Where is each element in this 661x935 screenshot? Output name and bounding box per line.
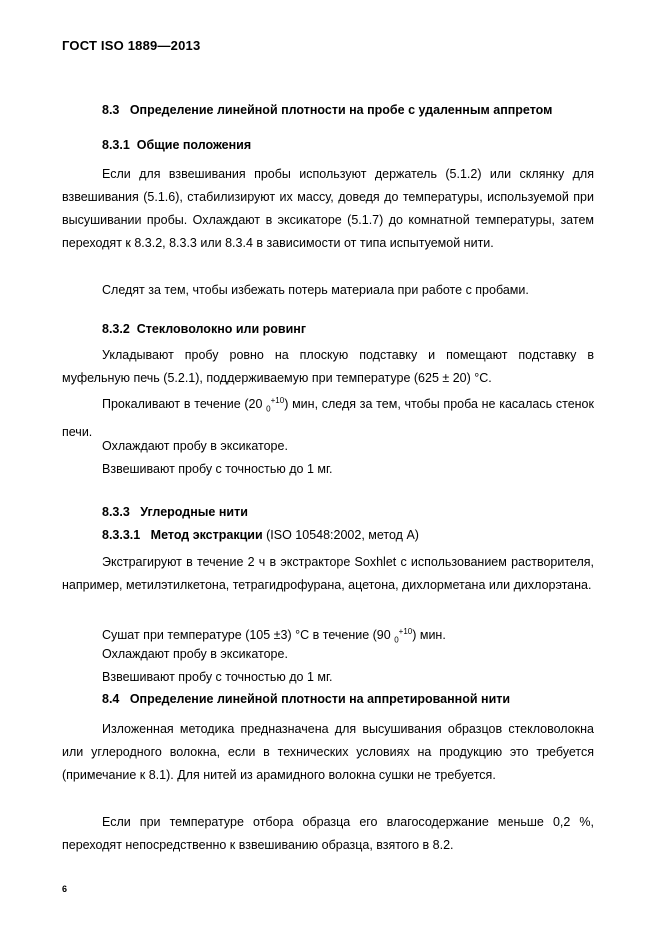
paragraph: Взвешивают пробу с точностью до 1 мг. — [102, 670, 333, 684]
paragraph: Укладывают пробу ровно на плоскую подставку и помещают подставку в муфельную печь (5.2.1), поддерживаемую при температуре (625 ± 20) °С. — [62, 348, 594, 385]
paragraph: Охлаждают пробу в эксикаторе. — [102, 647, 288, 661]
section-title: Общие положения — [136, 138, 252, 152]
section-title: Стекловолокно или ровинг — [136, 322, 307, 336]
section-number: 8.3 — [102, 103, 120, 117]
section-heading-8-4 — [102, 692, 510, 706]
section-heading-8-3 — [102, 103, 552, 117]
paragraph: Сушат при температуре (105 ±3) °С в течение (90 $_0^{+10}$) мин. — [102, 627, 446, 645]
section-heading-8-3-3-1 — [102, 528, 419, 542]
section-number: 8.3.3.1 — [102, 528, 141, 542]
section-heading-8-3-1 — [102, 138, 251, 152]
section-reference: (ISO 10548:2002, метод А) — [262, 528, 419, 542]
tolerance-upper: +10 — [270, 396, 285, 405]
paragraph: Если для взвешивания пробы используют держатель (5.1.2) или склянку для взвешивания (5.1.6), стабилизируют их массу, доведя до температуры, используемой при высушивании пробы. Охлаждают в эксикаторе (5.1.7) до комнатной температуры, затем переходят к 8.3.2, 8.3.3 или 8.3.4 в зависимости от типа испытуемой нити. — [62, 167, 594, 250]
section-number: 8.3.3 — [102, 505, 130, 519]
tolerance-upper: +10 — [398, 627, 413, 636]
page-number: 6 — [62, 884, 68, 894]
paragraph: Взвешивают пробу с точностью до 1 мг. — [102, 462, 333, 476]
section-number: 8.4 — [102, 692, 120, 706]
section-title: Определение линейной плотности на аппретированной нити — [129, 692, 511, 706]
paragraph: Если при температуре отбора образца его влагосодержание меньше 0,2 %, переходят непосредственно к взвешиванию образца, взятого в 8.2. — [62, 815, 594, 852]
section-heading-8-3-3 — [102, 505, 248, 519]
document-header: ГОСТ ISO 1889—2013 — [62, 38, 201, 53]
tolerance-lower: 0 — [394, 635, 399, 645]
paragraph: Экстрагируют в течение 2 ч в экстракторе Soxhlet с использованием растворителя, например, метилэтилкетона, тетрагидрофурана, ацетона, дихлорметана или дихлорэтана. — [62, 555, 594, 592]
paragraph: Охлаждают пробу в эксикаторе. — [102, 439, 288, 453]
paragraph: Изложенная методика предназначена для высушивания образцов стекловолокна или углеродного волокна, если в технических условиях на продукцию это требуется (примечание к 8.1). Для нитей из арамидного волокна сушки не требуется. — [62, 722, 594, 782]
section-title: Метод экстракции — [150, 528, 263, 542]
section-number: 8.3.2 — [102, 322, 130, 336]
paragraph: Следят за тем, чтобы избежать потерь материала при работе с пробами. — [102, 283, 529, 297]
tolerance-lower: 0 — [266, 404, 271, 414]
section-title: Определение линейной плотности на пробе с удаленным аппретом — [129, 103, 553, 117]
section-title: Углеродные нити — [140, 505, 248, 519]
section-heading-8-3-2 — [102, 322, 306, 336]
paragraph: Прокаливают в течение (20 $_0^{+10}$) мин, следя за тем, чтобы проба не касалась стенок печи. — [62, 396, 594, 439]
section-number: 8.3.1 — [102, 138, 130, 152]
